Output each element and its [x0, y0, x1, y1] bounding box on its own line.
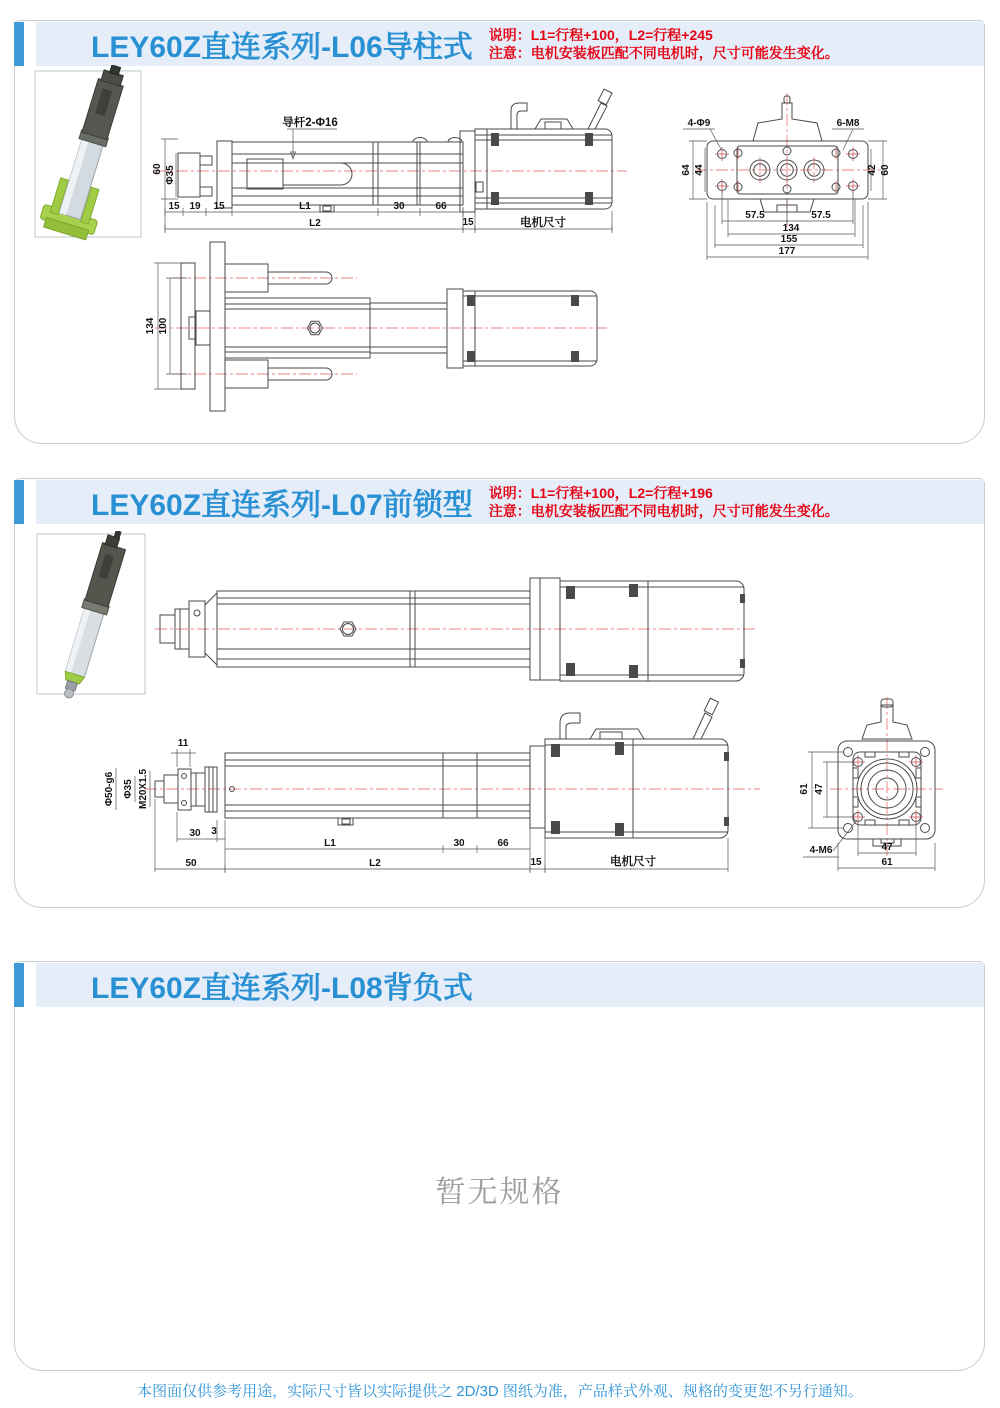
dim-30a: 30	[189, 828, 201, 839]
dim-61a: 61	[799, 783, 810, 795]
dim-66: 66	[497, 838, 509, 849]
guide-rod-label: 导杆2-Φ16	[282, 117, 338, 129]
motor-size-label: 电机尺寸	[520, 217, 566, 229]
page-title: LEY60Z直连系列-L08背负式	[91, 972, 473, 1005]
note-line2: 注意：电机安装板匹配不同电机时，尺寸可能发生变化。	[488, 503, 839, 519]
section-l08-header	[15, 963, 984, 1007]
header-band	[36, 963, 984, 1007]
accent-bar	[14, 22, 24, 66]
dim-61b: 61	[881, 857, 893, 868]
dim-100-top: 100	[158, 317, 169, 335]
section-l07-card	[14, 478, 985, 908]
l06-top-view	[181, 242, 597, 411]
dim-134: 134	[782, 223, 800, 234]
accent-bar	[14, 480, 24, 524]
section-l06-card	[14, 20, 985, 444]
dim-19: 19	[189, 201, 201, 212]
dim-42: 42	[867, 164, 878, 176]
l06-side-view	[178, 89, 612, 212]
dim-11: 11	[177, 738, 189, 749]
dim-575a: 57.5	[745, 210, 765, 221]
dim-30b: 30	[453, 838, 465, 849]
dim-l1: L1	[324, 838, 336, 849]
motor-size-label: 电机尺寸	[610, 856, 656, 868]
section-l06-header	[15, 22, 984, 66]
l07-drawing-area	[15, 531, 984, 907]
dim-l2: L2	[309, 218, 321, 229]
dim-l1: L1	[299, 201, 311, 212]
motor-cable	[693, 713, 712, 739]
dim-47a: 47	[814, 783, 825, 795]
dim-15b: 15	[213, 201, 225, 212]
l06-drawing-area	[15, 65, 984, 443]
l08-empty-area	[15, 1008, 984, 1370]
dim-50: 50	[185, 858, 197, 869]
dim-155: 155	[780, 234, 798, 245]
l06-product-photo	[35, 65, 143, 242]
l06-technical-drawing	[15, 65, 984, 439]
dim-15a: 15	[168, 201, 180, 212]
motor-cable-hook	[560, 713, 580, 739]
dim-l2: L2	[369, 858, 381, 869]
dim-64: 64	[681, 164, 692, 176]
dim-60: 60	[152, 163, 163, 175]
l07-top-view	[160, 578, 745, 681]
dim-15: 15	[530, 857, 542, 868]
note-line1: 说明：L1=行程+100，L2=行程+196	[488, 485, 713, 501]
dim-3: 3	[211, 826, 217, 837]
motor-cable	[588, 103, 607, 129]
dim-575b: 57.5	[811, 210, 831, 221]
no-spec-text: 暂无规格	[435, 1176, 564, 1209]
l07-front-view	[155, 698, 729, 838]
motor-cable-hook	[511, 103, 527, 129]
dim-m20: M20X1.5	[138, 768, 149, 810]
dim-60r: 60	[880, 164, 891, 176]
header-band	[36, 22, 984, 66]
spec-notes	[489, 484, 839, 520]
accent-bar	[14, 963, 24, 1007]
label-4-phi9: 4-Φ9	[687, 118, 711, 129]
dim-66: 66	[435, 201, 447, 212]
dim-177: 177	[778, 246, 796, 257]
l06-labels	[145, 115, 891, 334]
dim-30: 30	[393, 201, 405, 212]
label-6-m8: 6-M8	[836, 118, 860, 129]
dim-15c: 15	[462, 217, 474, 228]
page-title: LEY60Z直连系列-L07前锁型	[91, 489, 473, 522]
footer-disclaimer: 本图面仅供参考用途，实际尺寸皆以实际提供之 2D/3D 图纸为准，产品样式外观、规格的变更恕不另行通知。	[137, 1383, 863, 1400]
l07-product-photo	[37, 531, 145, 702]
spec-notes	[489, 26, 839, 62]
section-l07-header	[15, 480, 984, 524]
dim-phi35: Φ35	[165, 165, 176, 185]
header-band	[36, 480, 984, 524]
center-lines	[145, 629, 943, 857]
dim-phi35: Φ35	[123, 779, 134, 799]
note-line2: 注意：电机安装板匹配不同电机时，尺寸可能发生变化。	[488, 45, 839, 61]
l07-end-view	[838, 699, 935, 846]
label-4-m6: 4-M6	[809, 845, 833, 856]
note-line1: 说明：L1=行程+100，L2=行程+245	[488, 27, 713, 43]
l07-technical-drawing	[15, 531, 984, 905]
l06-flange-view	[707, 96, 868, 212]
dim-47b: 47	[881, 842, 893, 853]
section-l08-card	[14, 961, 985, 1371]
dim-44: 44	[694, 164, 705, 176]
page-title: LEY60Z直连系列-L06导柱式	[91, 31, 473, 64]
dim-134-top: 134	[145, 317, 156, 335]
dim-phi50: Φ50-g6	[104, 771, 115, 807]
